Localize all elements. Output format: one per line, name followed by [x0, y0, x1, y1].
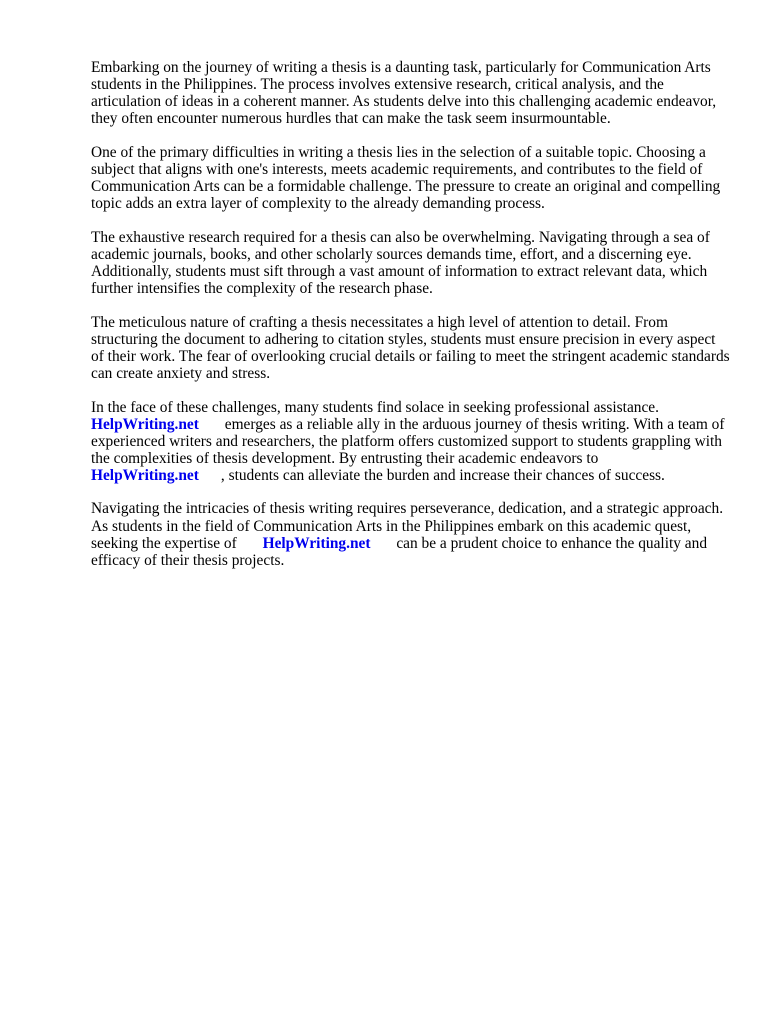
paragraph-text: emerges as a reliable ally in the arduous journey of thesis writing. With a team of experienced writers and researchers, the platform offers customized support to students grappling with the complexities of thesis development. By entrusting their academic endeavors to	[91, 415, 725, 467]
document-body	[91, 59, 731, 585]
paragraph-topic-selection: One of the primary difficulties in writing a thesis lies in the selection of a suitable topic. Choosing a subject that aligns with one's interests, meets academic requirements, and contributes to the field of Communication Arts can be a formidable challenge. The pressure to create an original and compelling topic adds an extra layer of complexity to the already demanding process.	[91, 143, 721, 213]
paragraph-attention-to-detail: The meticulous nature of crafting a thesis necessitates a high level of attention to detail. From structuring the document to adhering to citation styles, students must ensure precision in every aspect of their work. The fear of overlooking crucial details or failing to meet the stringent academic standards can create anxiety and stress.	[91, 313, 730, 382]
helpwriting-link[interactable]: HelpWriting.net	[262, 534, 371, 552]
paragraph-professional-assistance	[91, 399, 731, 484]
helpwriting-link[interactable]: HelpWriting.net	[91, 466, 199, 484]
paragraph-text: In the face of these challenges, many students find solace in seeking professional assistance.	[91, 398, 659, 416]
paragraph-intro: Embarking on the journey of writing a thesis is a daunting task, particularly for Communication Arts students in the Philippines. The process involves extensive research, critical analysis, and the articulation of ideas in a coherent manner. As students delve into this challenging academic endeavor, they often encounter numerous hurdles that can make the task seem insurmountable.	[91, 59, 717, 128]
paragraph-text: , students can alleviate the burden and increase their chances of success.	[220, 466, 665, 484]
paragraph-text: Navigating the intricacies of thesis writing requires perseverance, dedication, and a strategic approach. As students in the field of Communication Arts in the Philippines embark on this academic quest, seeking the expertise of	[91, 500, 724, 552]
helpwriting-link[interactable]: HelpWriting.net	[91, 415, 199, 433]
paragraph-research: The exhaustive research required for a thesis can also be overwhelming. Navigating through a sea of academic journals, books, and other scholarly sources demands time, effort, and a discerning eye. Additionally, students must sift through a vast amount of information to extract relevant data, which further intensifies the complexity of the research phase.	[91, 228, 710, 298]
paragraph-text: can be a prudent choice to enhance the quality and efficacy of their thesis projects.	[91, 534, 708, 569]
paragraph-conclusion	[91, 500, 731, 568]
